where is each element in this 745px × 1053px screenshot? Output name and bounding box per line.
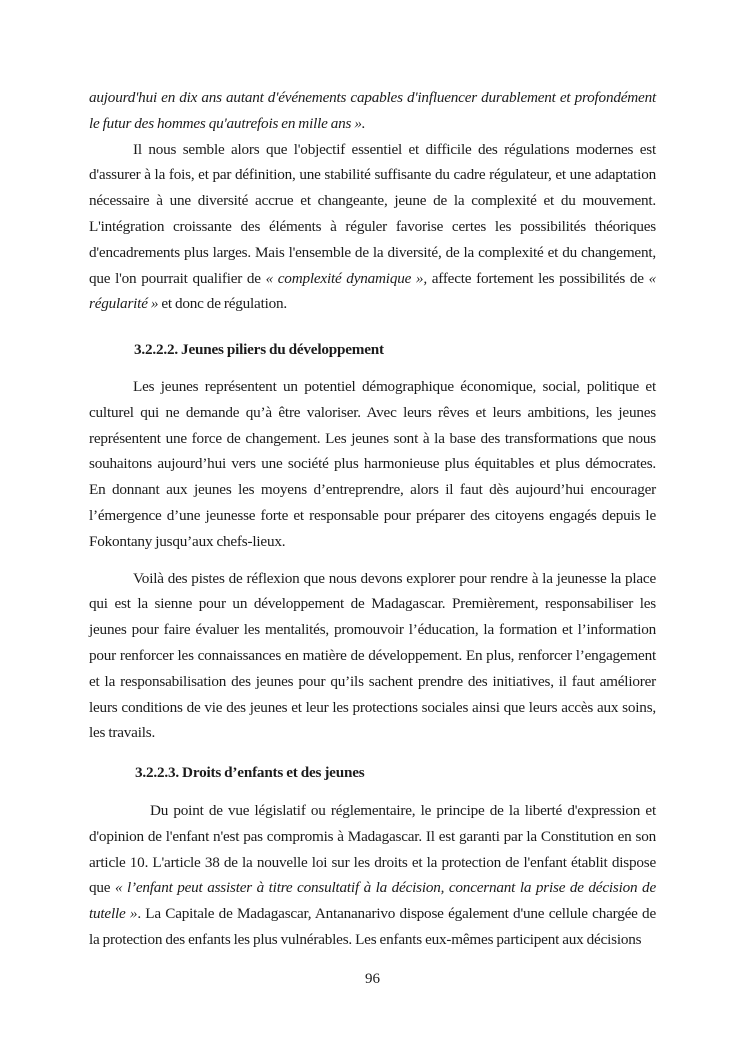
text-line: et la responsabilisation des jeunes pour qu’ils sachent prendre des initiatives, il faut améliorer: [89, 672, 656, 690]
body-paragraph: [89, 798, 656, 953]
text-line: leurs conditions de vie des jeunes et leur les protections sociales ainsi que leurs accès aux soins,: [89, 698, 656, 716]
page-number: 96: [365, 971, 380, 987]
text-line: En donnant aux jeunes les moyens d’entreprendre, alors il faut dès aujourd’hui encourager: [89, 481, 656, 499]
text-line: Fokontany jusqu’aux chefs-lieux.: [89, 532, 286, 550]
text-line: qui est la sienne pour un développement de Madagascar. Premièrement, responsabiliser les: [89, 595, 656, 613]
text-line: les travails.: [89, 724, 156, 742]
text-line: que « l’enfant peut assister à titre consultatif à la décision, concernant la prise de décision de: [89, 879, 656, 897]
text-body: [89, 85, 656, 953]
text-line: Les jeunes représentent un potentiel démographique économique, social, politique et: [133, 377, 656, 395]
text-line: le futur des hommes qu'autrefois en mille ans ».: [89, 114, 366, 132]
text-line: régularité » et donc de régulation.: [89, 295, 288, 313]
text-line: aujourd'hui en dix ans autant d'événements capables d'influencer durablement et profondément: [89, 89, 656, 106]
text-line: d'assurer à la fois, et par définition, une stabilité suffisante du cadre régulateur, et une adaptation: [89, 166, 656, 184]
body-paragraph: [89, 566, 656, 747]
text-line: l’émergence d’une jeunesse forte et responsable pour préparer des citoyens engagés depuis le: [89, 506, 656, 524]
body-paragraph: [89, 85, 656, 137]
text-line: d'encadrements plus larges. Mais l'ensemble de la diversité, de la complexité et du changement,: [89, 243, 656, 261]
text-line: d'opinion de l'enfant n'est pas compromis à Madagascar. Il est garanti par la Constitution en son: [89, 827, 656, 845]
text-line: Voilà des pistes de réflexion que nous devons explorer pour rendre à la jeunesse la place: [133, 569, 656, 587]
text-line: article 10. L'article 38 de la nouvelle loi sur les droits et la protection de l'enfant établit dispose: [89, 853, 656, 871]
section-heading: 3.2.2.2. Jeunes piliers du développement: [134, 341, 384, 359]
text-line: souhaitons aujourd’hui vers une société plus harmonieuse plus équitables et plus démocrates.: [89, 455, 656, 473]
text-line: jeunes pour faire évaluer les mentalités, promouvoir l’éducation, la formation et l’information: [89, 621, 656, 639]
body-paragraph: [89, 374, 656, 555]
text-line: tutelle ». La Capitale de Madagascar, Antananarivo dispose également d'une cellule chargée de: [89, 905, 656, 923]
text-line: culturel qui ne demande qu’à être valoriser. Avec leurs rêves et leurs ambitions, les jeunes: [89, 403, 656, 421]
text-line: nécessaire à une diversité accrue et changeante, jeune de la complexité et du mouvement.: [89, 192, 656, 210]
text-line: la protection des enfants les plus vulnérables. Les enfants eux-mêmes participent aux décisions: [89, 930, 642, 948]
text-line: Du point de vue législatif ou réglementaire, le principe de la liberté d'expression et: [150, 801, 656, 819]
text-line: Il nous semble alors que l'objectif essentiel et difficile des régulations modernes est: [133, 140, 656, 158]
body-paragraph: [89, 137, 656, 318]
section-heading: 3.2.2.3. Droits d’enfants et des jeunes: [135, 764, 365, 782]
text-line: L'intégration croissante des éléments à réguler favorise certes les possibilités théoriques: [89, 217, 656, 235]
text-line: que l'on pourrait qualifier de « complexité dynamique », affecte fortement les possibilités de «: [89, 269, 656, 287]
text-line: pour renforcer les connaissances en matière de développement. En plus, renforcer l’engagement: [89, 646, 656, 664]
text-line: représentent une force de changement. Les jeunes sont à la base des transformations que nous: [89, 429, 656, 447]
